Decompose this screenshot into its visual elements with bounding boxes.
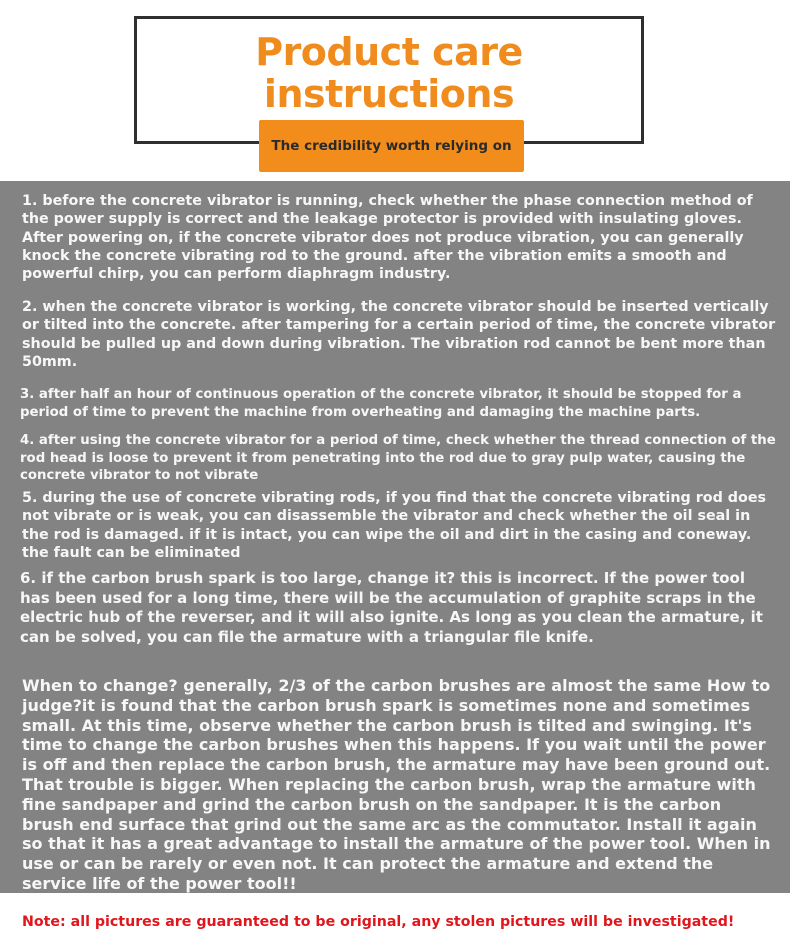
instruction-6: 6. if the carbon brush spark is too large, change it? this is incorrect. If the power tool has been used for a long time, there will be the accumulation of graphite scraps in the electric hub of the reverser, and it will also ignite. As long as you clean the armature, it can be solved, you can file the armature with a triangular file knife. xyxy=(20,569,763,646)
page-title xyxy=(137,31,641,115)
instruction-3: 3. after half an hour of continuous operation of the concrete vibrator, it should be stopped for a period of time to prevent the machine from overheating and damaging the machine parts. xyxy=(20,387,742,420)
subtitle-banner xyxy=(259,120,524,172)
subtitle-text: The credibility worth relying on xyxy=(271,138,512,154)
instruction-1: 1. before the concrete vibrator is running, check whether the phase connection method of the power supply is correct and the leakage protector is provided with insulating gloves. After powering on, if the concrete vibrator does not produce vibration, you can generally knock the concrete vibrating rod to the ground. after the vibration emits a smooth and powerful chirp, you can perform diaphragm industry. xyxy=(22,193,753,283)
copyright-note: Note: all pictures are guaranteed to be original, any stolen pictures will be investigated! xyxy=(22,914,735,930)
instruction-2: 2. when the concrete vibrator is working, the concrete vibrator should be inserted vertically or tilted into the concrete. after tampering for a certain period of time, the concrete vibrator should be pulled up and down during vibration. The vibration rod cannot be bent more than 50mm. xyxy=(22,299,776,370)
when-to-change-text: When to change? generally, 2/3 of the carbon brushes are almost the same How to judge?it is found that the carbon brush spark is sometimes none and sometimes small. At this time, observe whether the carbon brush is tilted and swinging. It's time to change the carbon brushes when this happens. If you wait until the power is off and then replace the carbon brush, the armature may have been ground out. That trouble is bigger. When replacing the carbon brush, wrap the armature with fine sandpaper and grind the carbon brush on the sandpaper. It is the carbon brush end surface that grind out the same arc as the commutator. Install it again so that it has a great advantage to install the armature of the power tool. When in use or can be rarely or even not. It can protect the armature and extend the service life of the power tool!! xyxy=(22,676,771,893)
instruction-5: 5. during the use of concrete vibrating rods, if you find that the concrete vibrating rod does not vibrate or is weak, you can disassemble the vibrator and check whether the oil seal in the rod is damaged. if it is intact, you can wipe the oil and dirt in the casing and coneway. the fault can be eliminated xyxy=(22,490,767,561)
title-line-2: instructions xyxy=(263,72,515,116)
instruction-4: 4. after using the concrete vibrator for a period of time, check whether the thread connection of the rod head is loose to prevent it from penetrating into the rod due to gray pulp water, causing the concrete vibrator to not vibrate xyxy=(20,433,776,483)
title-line-1: Product care xyxy=(255,30,523,74)
